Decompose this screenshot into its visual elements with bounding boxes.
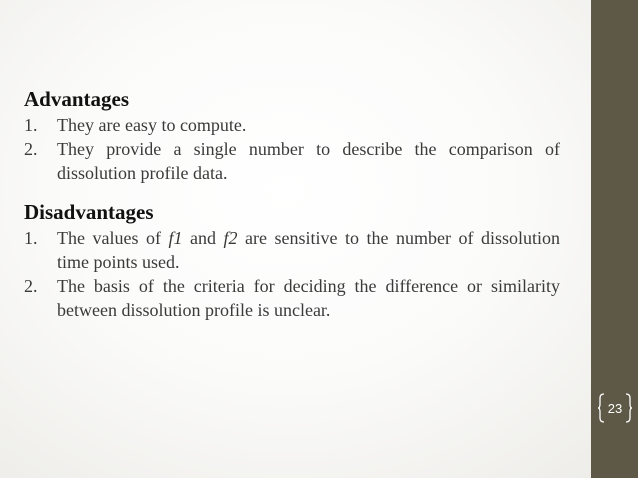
item-text: They are easy to compute.	[57, 115, 247, 135]
item-text-pre: The values of	[57, 228, 169, 248]
item-number: 2.	[24, 139, 38, 159]
disadvantages-heading: Disadvantages	[24, 200, 154, 224]
item-text-mid: and	[182, 228, 224, 248]
advantages-list	[24, 113, 560, 185]
item-number: 1.	[24, 115, 38, 135]
f2-term: f2	[223, 228, 238, 248]
item-text: The basis of the criteria for deciding the difference or similarity between dissolution profile is unclear.	[57, 276, 560, 320]
list-item	[24, 226, 560, 274]
page-number-badge	[597, 393, 633, 423]
item-text-post: are sensitive to the number of dissolution time points used.	[57, 228, 560, 272]
disadvantages-list	[24, 226, 560, 322]
page-number: 23	[607, 400, 623, 416]
slide-content	[24, 83, 560, 322]
list-item	[24, 274, 560, 322]
item-text: They provide a single number to describe the comparison of dissolution profile data.	[57, 139, 560, 183]
advantages-heading: Advantages	[24, 87, 130, 111]
item-number: 2.	[24, 276, 38, 296]
list-item	[24, 113, 560, 137]
item-number: 1.	[24, 228, 38, 248]
list-item	[24, 137, 560, 185]
f1-term: f1	[168, 228, 183, 248]
